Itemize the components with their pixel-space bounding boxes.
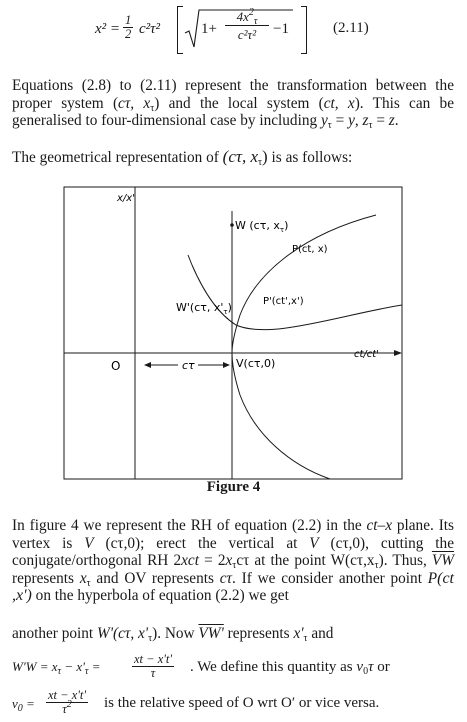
y-axis-label: x/x' bbox=[117, 193, 135, 204]
v0-text: is the relative speed of O wrt O′ or vice versa. bbox=[104, 695, 380, 711]
x-axis-arrow bbox=[394, 350, 402, 356]
ctau-arrowhead-right bbox=[223, 362, 230, 368]
eq-minus-one: −1 bbox=[273, 21, 289, 37]
eq-half-num: 1 bbox=[125, 13, 132, 27]
paragraph-4: another point W'(cτ, $x'_\tau$). Now VW' represents $x'_\tau$ and bbox=[12, 625, 334, 644]
eq-half-fraction bbox=[123, 14, 133, 41]
point-w bbox=[230, 223, 234, 227]
conjugate-hyperbola-left bbox=[188, 255, 192, 265]
eq-ctau: c²τ² bbox=[139, 21, 161, 37]
eq-half-den: 2 bbox=[125, 27, 132, 41]
eq-sqrt-lead: 1+ bbox=[201, 21, 217, 37]
paragraph-2: The geometrical representation of (cτ, $x_\tau$) is as follows: bbox=[12, 147, 353, 168]
equation-v0: $v_0$ = $\frac{xt - x't'}{\tau^2}$ is the relative speed of O wrt O′ or vice versa. bbox=[12, 688, 380, 716]
eq-inner-num-sub: τ bbox=[253, 16, 258, 27]
figure-caption: Figure 4 bbox=[206, 479, 261, 495]
x-axis-label: ct/ct' bbox=[354, 349, 379, 360]
equation-number: (2.11) bbox=[333, 20, 369, 36]
eq-inner-num: 4x bbox=[236, 9, 249, 24]
v0-fraction: $\frac{xt - x't'}{\tau^2}$ bbox=[48, 688, 87, 716]
v-label: V(cτ,0) bbox=[236, 357, 276, 370]
paragraph-3: In figure 4 we represent the RH of equation (2.2) in the ct–x plane. Its vertex is V (cτ,0); erect the vertical at V (cτ,0), cutting the conjugate/orthogonal RH $2xct = 2x_\tau c\tau$ at the point $W(c\tau,x_\tau)$. Thus, $\overline{VW}$ represents $x_\tau$ and OV represents cτ. If we consider another point P(ct ,x') on the hyperbola of equation (2.2) we get bbox=[12, 517, 454, 605]
figure-frame bbox=[64, 187, 402, 479]
eq-lhs: x² = bbox=[95, 21, 121, 37]
ww-fraction: $\frac{xt - x't'}{\tau}$ bbox=[134, 652, 173, 680]
equation-2-11 bbox=[95, 4, 325, 56]
wprime-label: W'(cτ, $x'_\tau$) bbox=[176, 301, 232, 316]
eq-inner-den: c²τ² bbox=[237, 27, 257, 42]
w-label: W (cτ, $x_\tau$) bbox=[235, 219, 289, 234]
eq-right-bracket bbox=[301, 6, 307, 54]
eq-inner-num-sup: 2 bbox=[248, 7, 254, 18]
ctau-label: cτ bbox=[182, 359, 195, 372]
pprime-label: P'(ct',x') bbox=[263, 296, 304, 307]
ctau-arrowhead-left bbox=[144, 362, 151, 368]
paragraph-1: Equations (2.8) to (2.11) represent the transformation between the proper system (cτ, $x_\tau$) and the local system (ct, x). This can be generalised to four-dimensional case by including $y_\tau = y$, $z_\tau = z$. bbox=[12, 77, 454, 132]
eq-inner-fraction bbox=[225, 9, 269, 44]
equation-ww: $W'W = x_\tau - x'_\tau$ = $\frac{xt - x't'}{\tau}$ . We define this quantity as $v_0\tau$ or bbox=[12, 652, 390, 680]
p-label: P(ct, x) bbox=[292, 244, 328, 255]
origin-label: O bbox=[111, 359, 121, 373]
figure-4 bbox=[0, 175, 467, 505]
